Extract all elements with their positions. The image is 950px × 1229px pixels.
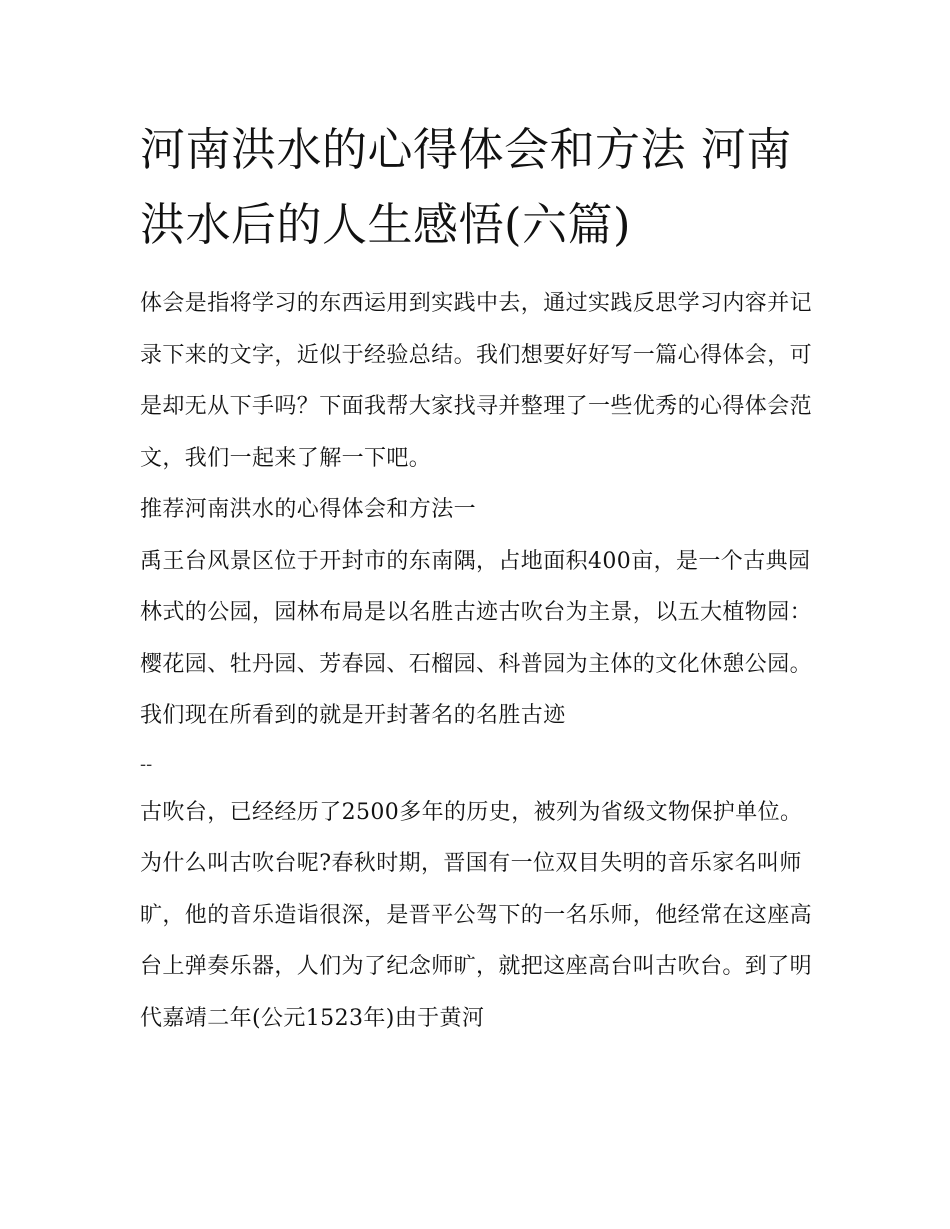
section-heading: 推荐河南洪水的心得体会和方法一 [140, 497, 477, 522]
body-paragraph-2: 古吹台，已经经历了2500多年的历史，被列为省级文物保护单位。为什么叫古吹台呢?春秋时期，晋国有一位双目失明的音乐家名叫师旷，他的音乐造诣很深，是晋平公驾下的一名乐师，他经常在这座高台上弹奏乐器，人们为了纪念师旷，就把这座高台叫古吹台。到了明代嘉靖二年(公元1523年)由于黄河 [140, 799, 813, 1031]
separator-text: -- [140, 753, 153, 775]
intro-paragraph: 体会是指将学习的东西运用到实践中去，通过实践反思学习内容并记录下来的文字，近似于经验总结。我们想要好好写一篇心得体会，可是却无从下手吗？下面我帮大家找寻并整理了一些优秀的心得体会范文，我们一起来了解一下吧。 [140, 291, 813, 471]
body-paragraph-1: 禹王台风景区位于开封市的东南隅，占地面积400亩，是一个古典园林式的公园，园林布局是以名胜古迹古吹台为主景，以五大植物园：樱花园、牡丹园、芳春园、石榴园、科普园为主体的文化休憩公园。我们现在所看到的就是开封著名的名胜古迹 [140, 548, 813, 728]
document-page [140, 112, 815, 1044]
document-title: 河南洪水的心得体会和方法 河南洪水后的人生感悟(六篇) [140, 123, 792, 251]
